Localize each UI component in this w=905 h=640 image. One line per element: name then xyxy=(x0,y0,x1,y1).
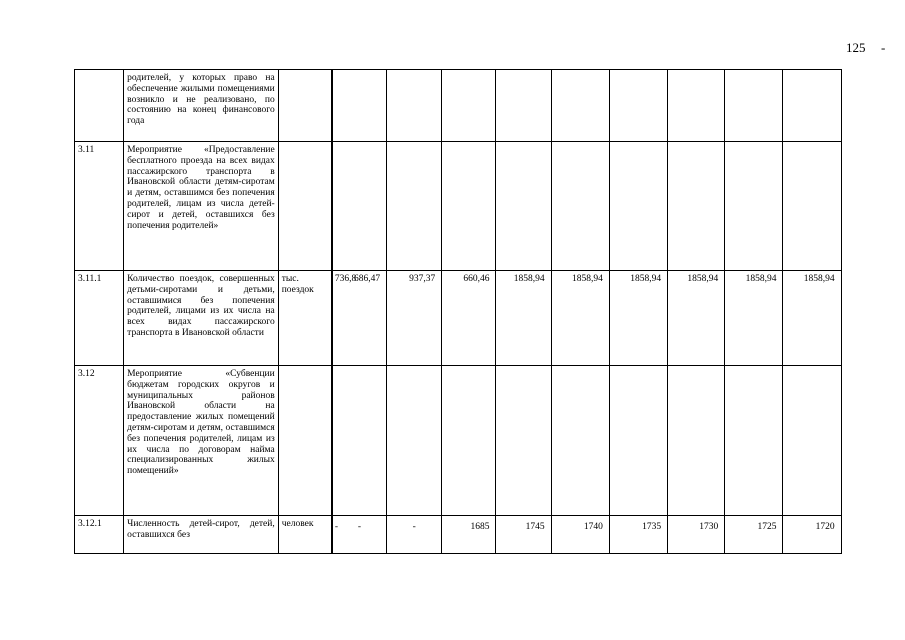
value-cell xyxy=(442,366,496,516)
value-cell xyxy=(783,70,841,142)
value-cell: 736,8 xyxy=(331,271,332,366)
value-cell xyxy=(442,70,496,142)
value-cell xyxy=(332,142,386,271)
row-description: Количество поездок, совершенных детьми-сиротами и детьми, оставшимися без попечения родителей, лицами из их числа на всех видах пассажирского транспорта в Ивановской области xyxy=(124,271,279,366)
value-cell xyxy=(609,70,667,142)
value-cell: 1858,94 xyxy=(496,271,551,366)
table-row xyxy=(75,271,900,366)
value-cell xyxy=(496,70,551,142)
value-cell xyxy=(387,142,442,271)
value-cell xyxy=(387,366,442,516)
value-cell xyxy=(668,70,725,142)
value-cell xyxy=(496,366,551,516)
value-cell xyxy=(496,142,551,271)
table-row xyxy=(75,516,900,554)
table-row xyxy=(75,366,900,516)
value-cell xyxy=(668,142,725,271)
value-cell: 1720 xyxy=(783,516,841,554)
row-description: Мероприятие «Субвенции бюджетам городских округов и муниципальных районов Ивановской области на предоставление жилых помещений детям-сиротам и детям, оставшимся без попечения родителей, лицам из их числа по договорам найма специализированных жилых помещений» xyxy=(124,366,279,516)
row-description: Мероприятие «Предоставление бесплатного проезда на всех видах пассажирского транспорта в Ивановской области детям-сиротам и детям, оставшимся без попечения родителей, лицам из числа детей-сирот и детей, оставшихся без попечения родителей» xyxy=(124,142,279,271)
table-row xyxy=(75,142,900,271)
value-cell: 1735 xyxy=(609,516,667,554)
value-cell: 1685 xyxy=(442,516,496,554)
value-cell xyxy=(442,142,496,271)
row-unit xyxy=(278,70,331,142)
row-number: 3.11 xyxy=(75,142,124,271)
value-cell xyxy=(332,70,386,142)
row-number: 3.12.1 xyxy=(75,516,124,554)
table-row xyxy=(75,70,900,142)
value-cell xyxy=(609,142,667,271)
value-cell xyxy=(783,142,841,271)
value-cell: 1745 xyxy=(496,516,551,554)
value-cell xyxy=(551,366,609,516)
value-cell xyxy=(551,142,609,271)
value-cell xyxy=(332,366,386,516)
value-cell xyxy=(609,366,667,516)
value-cell xyxy=(668,366,725,516)
value-cell: - xyxy=(331,516,332,554)
row-number: 3.11.1 xyxy=(75,271,124,366)
value-cell xyxy=(783,366,841,516)
row-unit xyxy=(278,142,331,271)
row-description: родителей, у которых право на обеспечение жилыми помещениями возникло и не реализовано, по состоянию на конец финансового года xyxy=(124,70,279,142)
value-cell xyxy=(725,142,783,271)
value-cell: 1858,94 xyxy=(783,271,841,366)
row-number xyxy=(75,70,124,142)
value-cell: 1725 xyxy=(725,516,783,554)
row-unit xyxy=(278,366,331,516)
value-cell: 1858,94 xyxy=(668,271,725,366)
value-cell xyxy=(725,70,783,142)
value-cell xyxy=(725,366,783,516)
value-cell: 937,37 xyxy=(387,271,442,366)
page-number: 125 xyxy=(846,40,866,55)
value-cell: 1858,94 xyxy=(725,271,783,366)
value-cell: 1730 xyxy=(668,516,725,554)
row-number: 3.12 xyxy=(75,366,124,516)
value-cell: - xyxy=(332,516,386,554)
corner-mark: - xyxy=(881,40,886,55)
value-cell: 686,47 xyxy=(332,271,386,366)
row-unit: человек xyxy=(278,516,331,554)
row-description: Численность детей-сирот, детей, оставшихся без xyxy=(124,516,279,554)
value-cell xyxy=(551,70,609,142)
row-unit: тыс. поездок xyxy=(278,271,331,366)
value-cell: 1740 xyxy=(551,516,609,554)
value-cell: 660,46 xyxy=(442,271,496,366)
indicator-table xyxy=(74,69,900,554)
value-cell: 1858,94 xyxy=(609,271,667,366)
value-cell: 1858,94 xyxy=(551,271,609,366)
value-cell xyxy=(387,70,442,142)
value-cell: - xyxy=(387,516,442,554)
